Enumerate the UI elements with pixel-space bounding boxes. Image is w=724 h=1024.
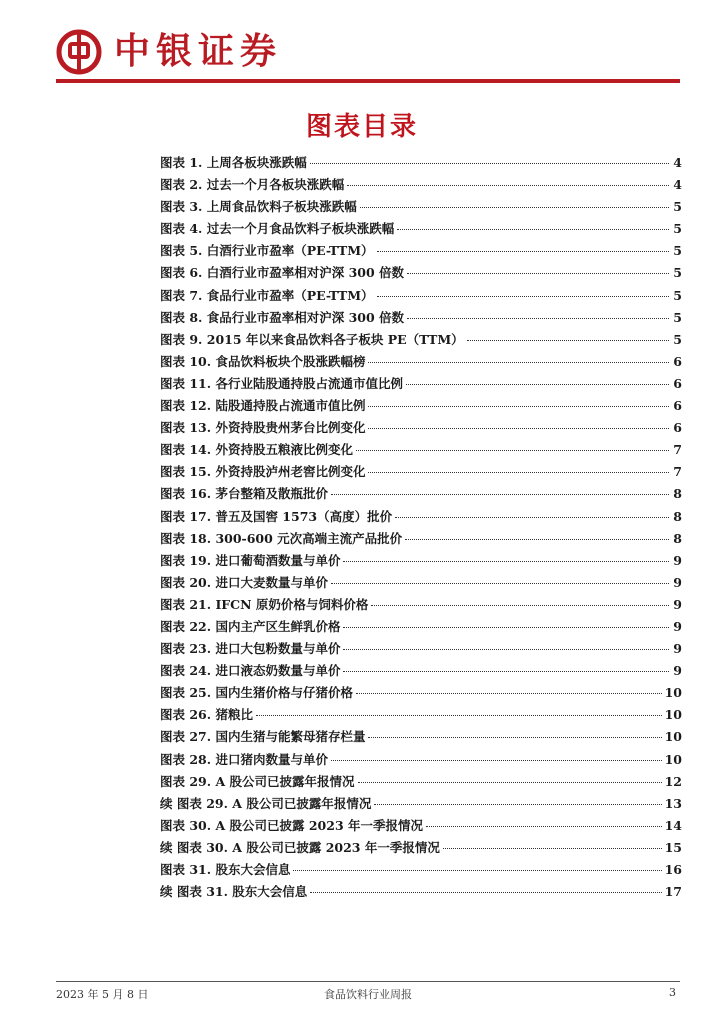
toc-entry[interactable] — [160, 263, 682, 285]
toc-entry[interactable] — [160, 639, 682, 661]
toc-entry[interactable] — [160, 286, 682, 308]
toc-leader-dots — [443, 845, 662, 849]
toc-entry-page: 5 — [673, 265, 682, 281]
toc-entry-page: 5 — [673, 331, 682, 347]
toc-leader-dots — [343, 624, 669, 628]
toc-leader-dots — [368, 403, 669, 407]
toc-leader-dots — [467, 337, 669, 341]
header-divider — [56, 79, 680, 83]
toc-entry-label: 图表 29. A 股公司已披露年报情况 — [160, 773, 355, 789]
toc-entry-page: 5 — [673, 243, 682, 259]
footer-report-title: 食品饮料行业周报 — [324, 988, 412, 1001]
toc-entry-label: 图表 6. 白酒行业市盈率相对沪深 300 倍数 — [160, 265, 405, 281]
toc-entry-page: 16 — [664, 862, 682, 877]
toc-entry-page: 6 — [673, 353, 682, 369]
toc-entry-page: 5 — [673, 221, 682, 237]
toc-entry[interactable] — [160, 683, 682, 705]
toc-leader-dots — [360, 204, 669, 208]
toc-entry-label: 图表 28. 进口猪肉数量与单价 — [160, 751, 328, 767]
toc-entry[interactable] — [160, 882, 682, 904]
toc-leader-dots — [368, 734, 661, 738]
toc-entry-label: 图表 10. 食品饮料板块个股涨跌幅榜 — [160, 353, 366, 369]
toc-leader-dots — [331, 491, 669, 495]
toc-entry-label: 图表 21. IFCN 原奶价格与饲料价格 — [160, 596, 369, 612]
toc-entry-label: 图表 13. 外资持股贵州茅台比例变化 — [160, 420, 366, 436]
toc-entry-label: 图表 12. 陆股通持股占流通市值比例 — [160, 398, 366, 414]
toc-entry[interactable] — [160, 219, 682, 241]
toc-entry-label: 图表 26. 猪粮比 — [160, 707, 253, 723]
toc-leader-dots — [377, 248, 669, 252]
toc-entry-page: 10 — [664, 729, 682, 745]
toc-entry-page: 8 — [673, 530, 682, 546]
toc-entry-page: 8 — [673, 508, 682, 524]
toc-entry[interactable] — [160, 330, 682, 352]
toc-entry-label: 图表 27. 国内生猪与能繁母猪存栏量 — [160, 729, 366, 745]
toc-entry[interactable] — [160, 308, 682, 330]
toc-entry-page: 9 — [673, 574, 682, 590]
brand-name: 中银证券 — [114, 31, 283, 72]
toc-leader-dots — [358, 779, 662, 783]
toc-entry[interactable] — [160, 507, 682, 529]
toc-entry-label: 图表 23. 进口大包粉数量与单价 — [160, 641, 341, 657]
toc-entry-label: 续 图表 31. 股东大会信息 — [160, 884, 308, 900]
toc-entry[interactable] — [160, 197, 682, 219]
toc-entry[interactable] — [160, 727, 682, 749]
toc-entry-page: 7 — [673, 442, 682, 458]
toc-entry-label: 图表 30. A 股公司已披露 2023 年一季报情况 — [160, 817, 423, 833]
toc-entry[interactable] — [160, 816, 682, 838]
toc-entry-page: 6 — [673, 375, 682, 391]
toc-entry[interactable] — [160, 551, 682, 573]
toc-leader-dots — [331, 757, 662, 761]
toc-entry[interactable] — [160, 617, 682, 639]
toc-entry-label: 图表 16. 茅台整箱及散瓶批价 — [160, 486, 328, 502]
toc-entry-page: 8 — [673, 486, 682, 502]
toc-entry-page: 4 — [673, 177, 682, 193]
toc-entry-label: 续 图表 30. A 股公司已披露 2023 年一季报情况 — [160, 839, 440, 855]
toc-leader-dots — [374, 801, 661, 805]
toc-entry-page: 10 — [664, 707, 682, 723]
toc-entry-label: 图表 5. 白酒行业市盈率（PE-TTM） — [160, 243, 374, 259]
toc-entry-label: 图表 1. 上周各板块涨跌幅 — [160, 155, 307, 170]
toc-entry-label: 图表 2. 过去一个月各板块涨跌幅 — [160, 177, 345, 193]
toc-leader-dots — [256, 712, 662, 716]
toc-entry-page: 10 — [664, 751, 682, 767]
toc-entry[interactable] — [160, 462, 682, 484]
toc-leader-dots — [331, 580, 669, 584]
toc-leader-dots — [405, 536, 669, 540]
toc-entry-label: 图表 22. 国内主产区生鲜乳价格 — [160, 618, 341, 634]
toc-entry-label: 图表 19. 进口葡萄酒数量与单价 — [160, 552, 341, 568]
toc-entry[interactable] — [160, 838, 682, 860]
toc-entry[interactable] — [160, 794, 682, 816]
bank-of-china-logo-icon — [56, 29, 102, 75]
toc-entry-page: 6 — [673, 420, 682, 436]
toc-entry-page: 5 — [673, 199, 682, 215]
toc-entry-page: 9 — [673, 596, 682, 612]
toc-entry-page: 12 — [664, 773, 682, 789]
toc-leader-dots — [343, 668, 669, 672]
toc-leader-dots — [293, 867, 661, 871]
toc-entry-label: 续 图表 29. A 股公司已披露年报情况 — [160, 795, 372, 811]
toc-leader-dots — [368, 359, 669, 363]
toc-entry-label: 图表 25. 国内生猪价格与仔猪价格 — [160, 685, 353, 701]
toc-entry[interactable] — [160, 595, 682, 617]
toc-entry-page: 14 — [664, 817, 682, 833]
page-title: 图表目录 — [305, 112, 418, 142]
toc-entry-label: 图表 18. 300-600 元次高端主流产品批价 — [160, 530, 403, 546]
toc-entry-page: 5 — [673, 309, 682, 325]
toc-entry-page: 9 — [673, 618, 682, 634]
toc-entry[interactable] — [160, 484, 682, 506]
toc-entry[interactable] — [160, 705, 682, 727]
footer-date: 2023 年 5 月 8 日 — [56, 988, 149, 1001]
toc-entry[interactable] — [160, 418, 682, 440]
toc-entry[interactable] — [160, 374, 682, 396]
toc-leader-dots — [368, 469, 669, 473]
toc-entry-label: 图表 15. 外资持股泸州老窖比例变化 — [160, 464, 366, 480]
toc-entry[interactable] — [160, 153, 682, 175]
toc-leader-dots — [368, 425, 669, 429]
toc-entry-page: 7 — [673, 464, 682, 480]
toc-leader-dots — [407, 315, 669, 319]
toc-entry[interactable] — [160, 772, 682, 794]
toc-entry-label: 图表 9. 2015 年以来食品饮料各子板块 PE（TTM） — [160, 331, 464, 347]
toc-entry-label: 图表 3. 上周食品饮料子板块涨跌幅 — [160, 199, 357, 215]
toc-entry-label: 图表 4. 过去一个月食品饮料子板块涨跌幅 — [160, 221, 395, 237]
toc-leader-dots — [377, 293, 669, 297]
toc-entry-page: 13 — [664, 795, 682, 811]
toc-entry[interactable] — [160, 750, 682, 772]
table-of-figures — [160, 153, 682, 904]
toc-entry-page: 6 — [673, 398, 682, 414]
toc-leader-dots — [395, 514, 669, 518]
toc-entry[interactable] — [160, 860, 682, 882]
toc-leader-dots — [347, 182, 669, 186]
toc-leader-dots — [426, 823, 662, 827]
toc-entry-page: 4 — [673, 155, 682, 170]
toc-entry-page: 9 — [673, 663, 682, 679]
toc-entry[interactable] — [160, 352, 682, 374]
toc-entry[interactable] — [160, 241, 682, 263]
toc-entry-label: 图表 24. 进口液态奶数量与单价 — [160, 663, 341, 679]
toc-entry-label: 图表 8. 食品行业市盈率相对沪深 300 倍数 — [160, 309, 405, 325]
toc-entry-label: 图表 31. 股东大会信息 — [160, 862, 291, 877]
toc-leader-dots — [310, 160, 669, 164]
toc-entry[interactable] — [160, 175, 682, 197]
toc-entry-page: 9 — [673, 552, 682, 568]
toc-entry-label: 图表 17. 普五及国窖 1573（高度）批价 — [160, 508, 393, 524]
toc-entry-label: 图表 20. 进口大麦数量与单价 — [160, 574, 328, 590]
toc-entry[interactable] — [160, 529, 682, 551]
footer-page-number: 3 — [669, 986, 676, 999]
toc-entry[interactable] — [160, 661, 682, 683]
toc-entry-page: 15 — [664, 839, 682, 855]
toc-leader-dots — [343, 646, 669, 650]
toc-entry[interactable] — [160, 396, 682, 418]
toc-entry[interactable] — [160, 440, 682, 462]
toc-entry-page: 5 — [673, 287, 682, 303]
toc-entry-page: 10 — [664, 685, 682, 701]
toc-entry-label: 图表 11. 各行业陆股通持股占流通市值比例 — [160, 375, 403, 391]
toc-leader-dots — [356, 447, 669, 451]
toc-leader-dots — [397, 226, 669, 230]
toc-leader-dots — [343, 558, 669, 562]
footer-divider — [56, 981, 680, 982]
toc-leader-dots — [371, 602, 669, 606]
page-header — [56, 22, 282, 82]
toc-leader-dots — [356, 690, 662, 694]
toc-entry[interactable] — [160, 573, 682, 595]
toc-entry-page: 17 — [664, 884, 682, 900]
toc-entry-label: 图表 7. 食品行业市盈率（PE-TTM） — [160, 287, 374, 303]
toc-entry-label: 图表 14. 外资持股五粮液比例变化 — [160, 442, 353, 458]
toc-entry-page: 9 — [673, 641, 682, 657]
toc-leader-dots — [310, 889, 661, 893]
toc-leader-dots — [406, 381, 669, 385]
toc-leader-dots — [407, 270, 669, 274]
